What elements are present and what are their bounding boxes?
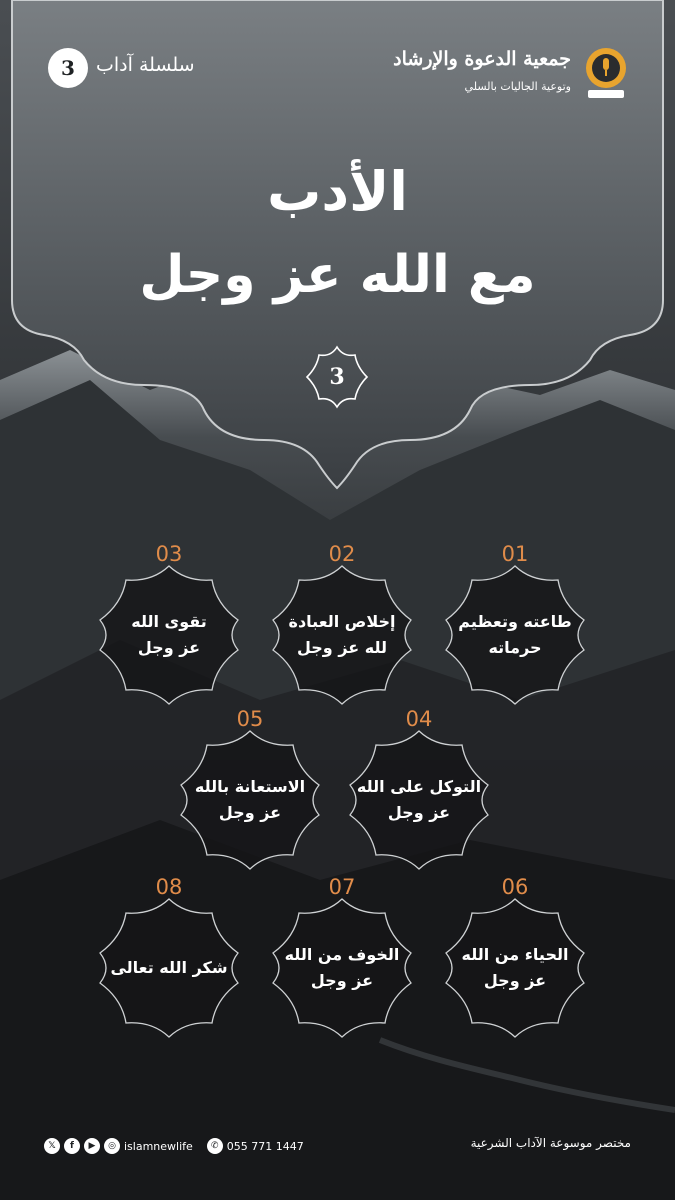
card-line-1: الاستعانة بالله: [194, 777, 306, 796]
adab-card-08: [94, 875, 244, 1043]
organization-logo-icon: [578, 44, 634, 100]
card-line-1: تقوى الله: [131, 612, 207, 631]
card-line-1: طاعته وتعظيم: [458, 612, 572, 631]
social-handle: islamnewlife: [124, 1139, 193, 1153]
whatsapp-icon[interactable]: ✆: [207, 1138, 223, 1154]
card-line-2: عز وجل: [483, 971, 547, 990]
center-number: 3: [329, 364, 345, 390]
title-line-1: الأدب: [267, 160, 408, 223]
adab-card-01: [440, 542, 590, 710]
card-number: 06: [501, 875, 529, 899]
adab-card-07: [267, 875, 417, 1043]
card-number: 01: [501, 542, 529, 566]
adab-card-03: [94, 542, 244, 710]
instagram-icon[interactable]: ◎: [104, 1138, 120, 1154]
card-number: 02: [328, 542, 356, 566]
facebook-icon[interactable]: f: [64, 1138, 80, 1154]
card-line-2: لله عز وجل: [296, 638, 388, 657]
card-number: 03: [155, 542, 183, 566]
card-number: 05: [236, 707, 264, 731]
adab-card-06: [440, 875, 590, 1043]
footer-contacts: [44, 1136, 304, 1156]
card-number: 08: [155, 875, 183, 899]
series-number-badge: 3: [48, 48, 88, 88]
adab-card-04: [344, 707, 494, 875]
card-line-1: التوكل على الله: [356, 777, 482, 796]
adab-card-02: [267, 542, 417, 710]
card-line-2: عز وجل: [387, 803, 451, 822]
card-line-1: شكر الله تعالى: [110, 958, 228, 977]
card-line-2: عز وجل: [137, 638, 201, 657]
card-number: 07: [328, 875, 356, 899]
card-line-2: عز وجل: [218, 803, 282, 822]
card-line-2: عز وجل: [310, 971, 374, 990]
card-line-1: الخوف من الله: [284, 945, 400, 964]
card-line-1: إخلاص العبادة: [288, 612, 396, 631]
adab-card-05: [175, 707, 325, 875]
card-number: 04: [405, 707, 433, 731]
series-label: سلسلة آداب: [96, 54, 195, 76]
organization-subtitle: وتوعية الجاليات بالسلي: [464, 80, 571, 93]
title-line-2: مع الله عز وجل: [139, 245, 536, 305]
x-icon[interactable]: 𝕏: [44, 1138, 60, 1154]
youtube-icon[interactable]: ▶: [84, 1138, 100, 1154]
card-line-1: الحياء من الله: [461, 945, 569, 964]
organization-name: جمعية الدعوة والإرشاد: [393, 48, 571, 70]
source-credit: مختصر موسوعة الآداب الشرعية: [470, 1136, 631, 1150]
card-line-2: حرماته: [488, 638, 542, 657]
phone-number: 055 771 1447: [226, 1139, 304, 1153]
